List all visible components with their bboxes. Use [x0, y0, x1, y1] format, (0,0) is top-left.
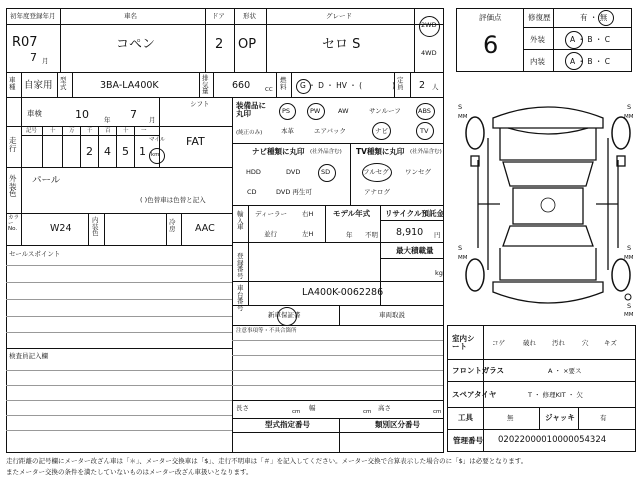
repair-options: 有 ・ 無: [580, 13, 608, 22]
max-load-kg: kg: [435, 269, 443, 277]
control-number-label: 管理番号: [453, 436, 483, 445]
shift-value: FAT: [186, 135, 205, 148]
shape-value: OP: [238, 37, 257, 52]
equip-abs: ABS: [418, 107, 431, 115]
seat-stain: 汚れ: [552, 339, 565, 347]
dim-height-unit: cm: [433, 409, 442, 415]
drive-4wd: 4WD: [421, 49, 437, 57]
fuel-options: G ・ D ・ HV ・ ( ): [300, 81, 396, 90]
interior-options: A ・ B ・ C: [570, 57, 611, 66]
tire-fr-unit: MM: [624, 114, 634, 120]
shape-label: 形状: [243, 12, 256, 20]
seat-label: 室内シート: [452, 334, 475, 351]
warranty-manual: 車両取説: [379, 311, 405, 319]
navi-note: (社外品含む): [310, 149, 342, 155]
ac-value: AAC: [195, 223, 215, 234]
mileage-digit-5: 5: [122, 145, 129, 158]
mileage-header-6: 一: [141, 128, 147, 134]
tv-fullseg: フルセグ: [363, 168, 389, 176]
spare-tire-options: T ・ 修理KIT ・ 欠: [528, 391, 583, 399]
tv-label: TV種類に丸印: [356, 147, 405, 156]
capacity-unit: 人: [432, 83, 439, 91]
navi-dvd: DVD: [286, 168, 301, 176]
spare-tire-marker: [625, 294, 631, 300]
inspection-year-unit: 年: [104, 116, 111, 124]
score-label: 評価点: [479, 13, 502, 22]
mileage-header-4: 百: [105, 128, 111, 134]
interior-label: 内装: [530, 57, 545, 66]
spare-tire-label: スペアタイヤ: [452, 390, 497, 399]
chassis-label: 車台番号: [237, 284, 244, 312]
recycle-yen: 円: [434, 231, 441, 239]
mileage-digit-4: 4: [104, 145, 111, 158]
import-left-handle: 左H: [302, 230, 314, 238]
seat-burn: コゲ: [492, 339, 505, 347]
tire-fl-marker: S: [458, 103, 463, 111]
import-right-handle: 右H: [302, 210, 314, 218]
displacement-value: 660: [232, 80, 251, 91]
navi-cd: CD: [247, 188, 257, 196]
equip-leather: 本革: [281, 127, 294, 135]
chassis-value: LA400K-0062286: [302, 287, 384, 298]
equip-aw: AW: [338, 107, 349, 115]
color-label: 外装色: [9, 174, 17, 198]
model-year-label: モデル年式: [333, 209, 371, 218]
drive-2wd: 2WD: [421, 21, 437, 29]
dim-width-unit: cm: [363, 409, 372, 415]
interior-color-label: 内装色: [92, 216, 99, 237]
tire-fr-marker: S: [627, 103, 632, 111]
reg-month-unit: 月: [42, 57, 49, 65]
car-name-label: 車名: [124, 12, 137, 20]
control-number-value: 02022000010000054324: [498, 435, 607, 445]
grade-label: グレード: [326, 12, 352, 20]
footer-line1: 走行距離の記号欄にメーター改ざん車は「＊」、メーター交換車は「$」、走行不明車は「＃」を記入してください。メーター交換で合算表示した場合のに「$」は必要となります。: [6, 457, 528, 465]
grade-value: セロ S: [322, 37, 361, 52]
inspection-label: 車検: [27, 109, 42, 118]
import-parallel: 並行: [264, 230, 277, 238]
mileage-header-0: 記号: [26, 128, 38, 134]
mileage-unit-km: km: [151, 152, 160, 158]
tire-rr-marker: S: [627, 244, 632, 252]
use-value: 自家用: [24, 80, 53, 91]
displacement-label: 排気量: [202, 74, 209, 95]
mileage-digit-3: 2: [86, 145, 93, 158]
mileage-header-1: 十: [50, 128, 56, 134]
color-code-label: カラーNo.: [8, 215, 20, 232]
inspection-year: 10: [75, 108, 89, 121]
inspection-month-unit: 月: [149, 116, 156, 124]
mileage-unit-mile: マイル: [149, 137, 166, 143]
model-year-unit: 年: [346, 231, 353, 239]
notes-label: 注意事項等・不具合箇所: [236, 328, 297, 334]
tire-rr-unit: MM: [624, 255, 634, 261]
reg-year-label: 初年度登録年月: [10, 12, 56, 20]
model-year-unknown: 不明: [365, 231, 378, 239]
mileage-header-5: 十: [123, 128, 129, 134]
tire-spare-marker: S: [627, 302, 632, 310]
reg-year-value: R07: [12, 35, 38, 50]
inspector-label: 検査員記入欄: [9, 352, 48, 360]
capacity-value: 2: [419, 80, 426, 91]
model-label: 型式: [60, 76, 67, 91]
mileage-header-2: 万: [69, 128, 75, 134]
inspection-month: 7: [130, 108, 137, 121]
dim-height-label: 高さ: [378, 404, 391, 412]
doors-label: ドア: [212, 12, 225, 20]
category-label: 類別区分番号: [375, 420, 420, 429]
color-note: ( )色替車は色替と記入: [140, 196, 206, 204]
navi-hdd: HDD: [246, 168, 261, 176]
sales-point-label: セールスポイント: [9, 250, 61, 258]
fuel-label: 燃料: [280, 76, 287, 91]
import-dealer: ディーラー: [255, 210, 287, 218]
type-designation-label: 型式指定番号: [265, 420, 310, 429]
jack-value: 有: [600, 414, 607, 422]
equipment-label: 装備品に丸印: [236, 101, 266, 118]
equip-navi: ナビ: [375, 127, 388, 135]
car-name-value: コペン: [116, 37, 156, 52]
recycle-label: リサイクル預託金: [385, 209, 444, 218]
tv-oneseg: ワンセグ: [405, 168, 431, 176]
warranty-new-car: 新車保証書: [268, 311, 301, 319]
tire-rl-marker: S: [458, 244, 463, 252]
equip-sunroof: サンルーフ: [369, 107, 401, 115]
mileage-label: 走行: [9, 136, 17, 153]
tools-value: 無: [507, 414, 514, 422]
dim-length-unit: cm: [292, 409, 301, 415]
ac-label: 冷房: [169, 218, 176, 233]
equip-airbag: エアバック: [314, 127, 346, 135]
footer-line2: またメーター交換の条件を満たしていないものはメーター改ざん車扱いとなります。: [6, 468, 253, 476]
exterior-label: 外装: [530, 35, 545, 44]
windshield-label: フロントガラス: [452, 366, 505, 375]
tire-rl-unit: MM: [458, 255, 468, 261]
use-label: 車種: [9, 76, 16, 91]
model-value: 3BA-LA400K: [100, 80, 159, 91]
mileage-header-3: 千: [87, 128, 93, 134]
navi-label: ナビ種類に丸印: [252, 147, 305, 156]
tools-label: 工具: [458, 413, 473, 422]
dim-width-label: 幅: [309, 404, 316, 412]
cc-unit: CC: [265, 87, 273, 93]
equip-ps: PS: [282, 107, 291, 115]
equip-tv: TV: [420, 127, 429, 135]
equip-pw: PW: [310, 107, 321, 115]
repair-label: 修復歴: [528, 13, 551, 22]
doors-value: 2: [215, 37, 224, 52]
reg-month-value: 7: [30, 51, 37, 64]
jack-label: ジャッキ: [545, 413, 575, 422]
max-load-label: 最大積載量: [396, 246, 434, 255]
color-value: パール: [32, 175, 61, 186]
tire-spare-unit: MM: [624, 312, 634, 318]
color-code-value: W24: [50, 223, 72, 234]
exterior-options: A ・ B ・ C: [570, 35, 611, 44]
equipment-note: (純正のみ): [236, 130, 263, 136]
navi-sd: SD: [321, 168, 331, 176]
dim-length-label: 長さ: [236, 404, 249, 412]
reg-number-label: 登録番号: [237, 252, 244, 280]
import-label: 輸入車: [237, 210, 244, 231]
seat-tear: 破れ: [523, 339, 536, 347]
shift-label: シフト: [190, 100, 210, 108]
seat-hole: 穴: [582, 339, 589, 347]
seat-scratch: キズ: [604, 339, 617, 347]
tv-analog: アナログ: [364, 188, 390, 196]
tv-note: (社外品含む): [410, 149, 442, 155]
mileage-digit-6: 1: [139, 145, 146, 158]
tire-fl-unit: MM: [458, 114, 468, 120]
capacity-label: 定員: [397, 76, 404, 91]
navi-dvd-play: DVD 再生可: [276, 188, 312, 196]
score-value: 6: [483, 31, 499, 59]
recycle-value: 8,910: [396, 227, 424, 238]
windshield-options: A ・ ×要ス: [548, 367, 582, 375]
